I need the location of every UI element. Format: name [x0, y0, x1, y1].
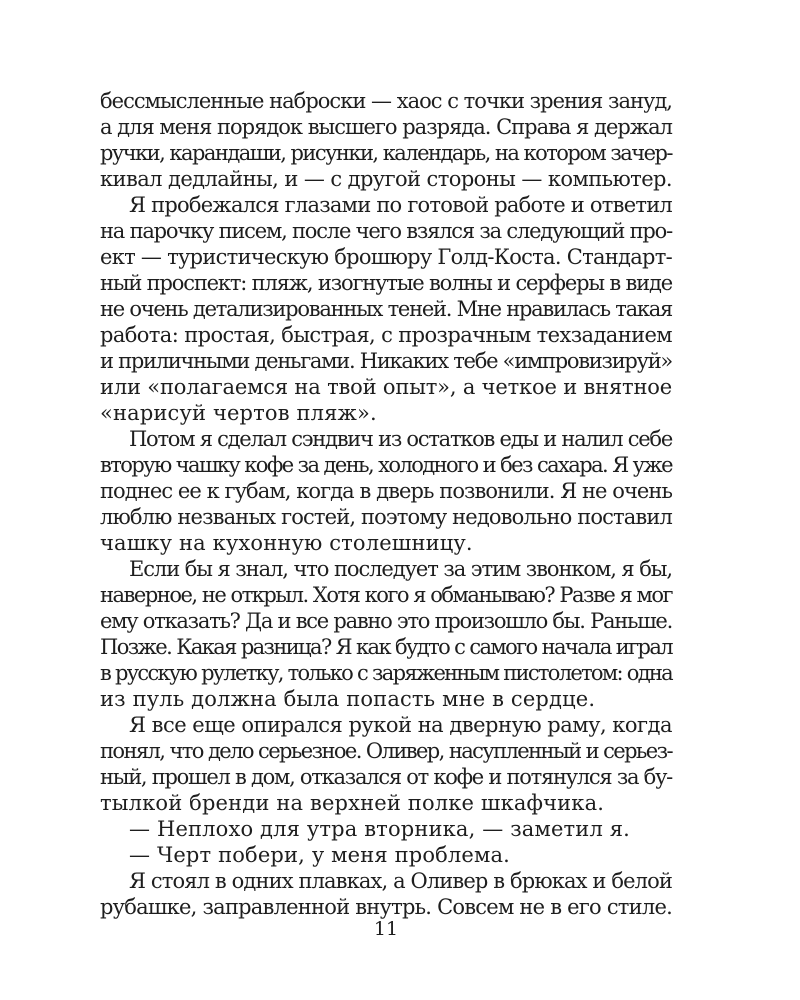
text-line: а для меня порядок высшего разряда. Справа я держал — [100, 115, 672, 139]
paragraph-start-line: Я все еще опирался рукой на дверную раму, когда — [129, 713, 672, 737]
text-line: кивал дедлайны, и — с другой стороны — компьютер. — [100, 167, 672, 191]
text-line: ему отказать? Да и все равно это произошло бы. Раньше. — [100, 609, 672, 633]
paragraph-start-line: Я пробежался глазами по готовой работе и ответил — [129, 193, 672, 217]
text-line: понял, что дело серьезное. Оливер, насупленный и серьез- — [100, 739, 672, 763]
text-line: не очень детализированных теней. Мне нравилась такая — [100, 297, 672, 321]
text-line: рубашке, заправленной внутрь. Совсем не в его стиле. — [100, 895, 673, 919]
text-line: Позже. Какая разница? Я как будто с самого начала играл — [100, 635, 672, 659]
paragraph-start-line: Потом я сделал сэндвич из остатков еды и налил себе — [129, 427, 672, 451]
text-line: «нарисуй чертов пляж». — [100, 401, 377, 425]
page-number: 11 — [373, 918, 399, 940]
paragraph-start-line: Если бы я знал, что последует за этим звонком, я бы, — [129, 557, 672, 581]
dialogue-line: — Неплохо для утра вторника, — заметил я. — [129, 817, 630, 841]
text-line: ный, прошел в дом, отказался от кофе и потянулся за бу- — [100, 765, 672, 789]
text-line: тылкой бренди на верхней полке шкафчика. — [100, 791, 605, 815]
text-line: ный проспект: пляж, изогнутые волны и серферы в виде — [100, 271, 672, 295]
text-line: бессмысленные наброски — хаос с точки зрения зануд, — [100, 89, 672, 113]
text-line: ект — туристическую брошюру Голд-Коста. Стандарт- — [100, 245, 672, 269]
text-line: или «полагаемся на твой опыт», а четкое и внятное — [100, 375, 672, 399]
text-line: и приличными деньгами. Никаких тебе «импровизируй» — [100, 349, 672, 373]
text-line: из пуль должна была попасть мне в сердце. — [100, 687, 596, 711]
text-line: поднес ее к губам, когда в дверь позвонили. Я не очень — [100, 479, 672, 503]
text-line: наверное, не открыл. Хотя кого я обманываю? Разве я мог — [100, 583, 672, 607]
text-line: на парочку писем, после чего взялся за следующий про- — [100, 219, 672, 243]
dialogue-line: — Черт побери, у меня проблема. — [129, 843, 510, 867]
paragraph-start-line: Я стоял в одних плавках, а Оливер в брюках и белой — [129, 869, 672, 893]
text-line: вторую чашку кофе за день, холодного и без сахара. Я уже — [100, 453, 672, 477]
text-line: в русскую рулетку, только с заряженным пистолетом: одна — [100, 661, 672, 685]
text-line: ручки, карандаши, рисунки, календарь, на котором зачер- — [100, 141, 672, 165]
text-line: люблю незваных гостей, поэтому недовольно поставил — [100, 505, 672, 529]
text-line: работа: простая, быстрая, с прозрачным техзаданием — [100, 323, 672, 347]
text-line: чашку на кухонную столешницу. — [100, 531, 473, 555]
